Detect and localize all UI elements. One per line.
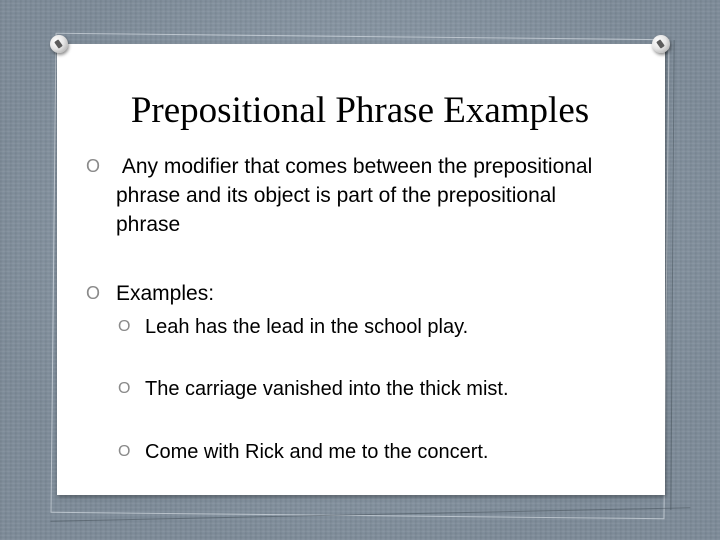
pushpin-icon [50, 35, 68, 53]
pushpin-icon [652, 35, 670, 53]
bullet-text: Examples: [116, 282, 215, 305]
bullet-marker: O [118, 318, 131, 335]
bullet-marker: O [86, 156, 101, 176]
bullet-marker: O [118, 380, 131, 397]
sub-bullet-text: Leah has the lead in the school play. [145, 316, 469, 338]
bullet-item [86, 279, 215, 308]
bullet-marker: O [118, 443, 131, 460]
sub-bullet-item [118, 313, 469, 341]
sub-bullet-item [118, 375, 509, 403]
sub-bullet-item [118, 438, 489, 466]
bullet-marker: O [86, 283, 101, 303]
bullet-item [86, 152, 606, 239]
slide-title: Prepositional Phrase Examples [130, 90, 590, 131]
sub-bullet-text: Come with Rick and me to the concert. [145, 441, 489, 463]
bullet-text: Any modifier that comes between the prepositional phrase and its object is part of the prepositional phrase [116, 155, 599, 236]
sub-bullet-text: The carriage vanished into the thick mist. [145, 378, 509, 400]
